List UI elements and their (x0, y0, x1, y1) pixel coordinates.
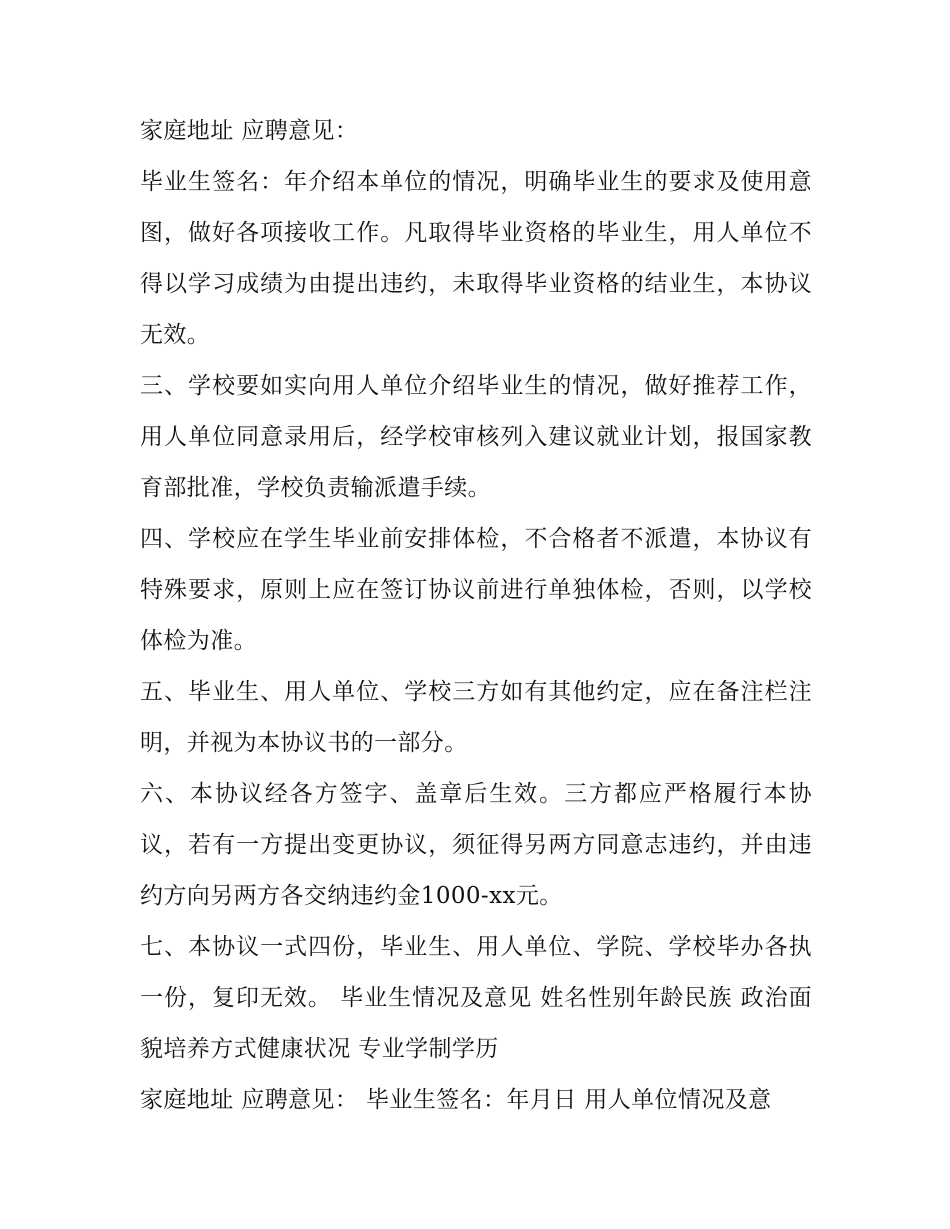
document-body (140, 106, 812, 1126)
paragraph-clause-six: 六、本协议经各方签字、盖章后生效。三方都应严格履行本协议，若有一方提出变更协议，须征得另两方同意志违约，并由违约方向另两方各交纳违约金1000-xx元。 (140, 781, 812, 909)
paragraph-clause-five: 五、毕业生、用人单位、学校三方如有其他约定，应在备注栏注明，并视为本协议书的一部分。 (140, 679, 812, 756)
paragraph-clause-seven: 七、本协议一式四份，毕业生、用人单位、学院、学校毕办各执一份，复印无效。 毕业生情况及意见 姓名性别年龄民族 政治面貌培养方式健康状况 专业学制学历 (140, 934, 812, 1062)
paragraph-home-address: 家庭地址 应聘意见： (140, 118, 359, 144)
paragraph-clause-three: 三、学校要如实向用人单位介绍毕业生的情况，做好推荐工作，用人单位同意录用后，经学校审核列入建议就业计划，报国家教育部批准，学校负责输派遣手续。 (140, 373, 812, 501)
paragraph-clause-four: 四、学校应在学生毕业前安排体检，不合格者不派遣，本协议有特殊要求，原则上应在签订协议前进行单独体检，否则，以学校体检为准。 (140, 526, 812, 654)
paragraph-form-fields: 家庭地址 应聘意见： 毕业生签名：年月日 用人单位情况及意 (140, 1087, 772, 1113)
paragraph-graduate-signature: 毕业生签名：年介绍本单位的情况，明确毕业生的要求及使用意图，做好各项接收工作。凡取得毕业资格的毕业生，用人单位不得以学习成绩为由提出违约，未取得毕业资格的结业生，本协议无效。 (140, 169, 812, 348)
